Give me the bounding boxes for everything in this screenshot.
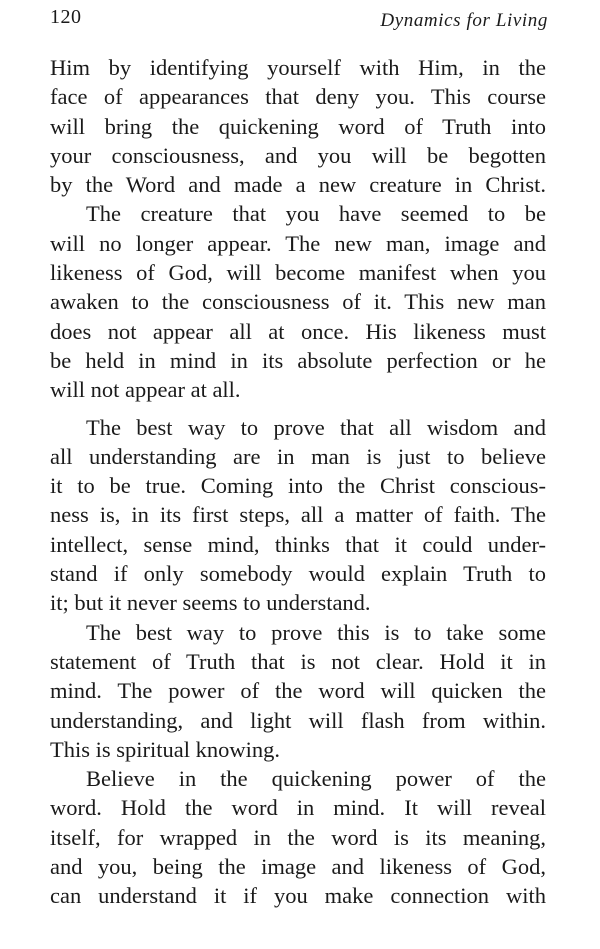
text-line: likeness of God, will become manifest when you (50, 260, 546, 286)
text-line: word. Hold the word in mind. It will reveal (50, 795, 546, 821)
text-line: by the Word and made a new creature in Christ. (50, 172, 546, 198)
running-title: Dynamics for Living (380, 10, 548, 31)
text-line: be held in mind in its absolute perfection or he (50, 347, 546, 373)
text-line: stand if only somebody would explain Truth to (50, 561, 546, 587)
text-line: all understanding are in man is just to believe (50, 443, 546, 469)
text-line: The best way to prove this is to take some (86, 619, 546, 645)
text-line: it to be true. Coming into the Christ conscious- (50, 473, 546, 499)
text-line: and you, being the image and likeness of God, (50, 854, 546, 880)
text-line: Him by identifying yourself with Him, in the (50, 55, 546, 80)
text-line: awaken to the consciousness of it. This new man (50, 289, 546, 315)
text-line: will bring the quickening word of Truth into (50, 113, 546, 139)
text-line: mind. The power of the word will quicken the (50, 678, 546, 704)
text-line: will not appear at all. (50, 377, 241, 403)
text-line: The best way to prove that all wisdom and (86, 414, 546, 440)
text-line: will no longer appear. The new man, image and (50, 230, 546, 256)
text-line: understanding, and light will flash from within. (50, 707, 546, 733)
text-line: face of appearances that deny you. This course (50, 84, 546, 110)
text-line: Believe in the quickening power of the (86, 766, 546, 792)
text-line: statement of Truth that is not clear. Hold it in (50, 648, 546, 674)
text-line: ness is, in its first steps, all a matter of faith. The (50, 502, 546, 528)
text-line: The creature that you have seemed to be (86, 201, 546, 227)
text-line: it; but it never seems to understand. (50, 590, 371, 616)
text-line: intellect, sense mind, thinks that it could under- (50, 531, 546, 557)
text-line: itself, for wrapped in the word is its meaning, (50, 824, 546, 850)
text-line: does not appear all at once. His likeness must (50, 318, 546, 344)
page-number: 120 (50, 6, 82, 28)
text-line: your consciousness, and you will be begotten (50, 142, 546, 168)
text-line: This is spiritual knowing. (50, 736, 280, 762)
text-line: can understand it if you make connection with (50, 883, 546, 909)
body-text (50, 53, 546, 911)
page-header (50, 6, 548, 32)
